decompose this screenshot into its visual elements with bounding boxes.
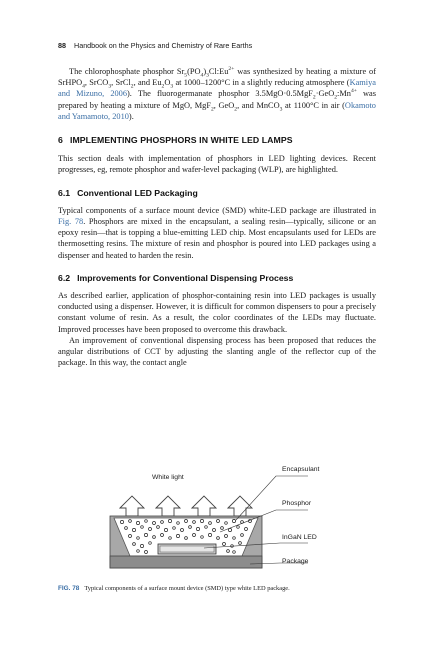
figure-link[interactable]: Fig. 78 (58, 217, 84, 227)
subsection-heading: 6.2 Improvements for Conventional Dispensing Process (58, 272, 294, 283)
label-ingan-led: InGaN LED (282, 534, 317, 541)
caption-text: Typical components of a surface mount device (SMD) type white LED package. (84, 585, 290, 592)
citation-link[interactable]: Kamiya and Mizuno, 2006 (58, 78, 376, 99)
subsection-heading: 6.1 Conventional LED Packaging (58, 187, 198, 198)
intro-paragraph: The chlorophosphate phosphor $Sr_5(PO_4)_3Cl:Eu^{2+}$ was synthesized by heating a mixture of SrHPO$_4$, SrCO$_3$, SrCl$_2$, and $Eu_2O_3$ at 1000–1200°C in a slightly reducing atmosphere (Kamiya and Mizuno, 2006). The fluorogermanate phosphor $3.5MgO\cdot 0.5MgF_2\cdot GeO_2:Mn^{4+}$ was prepared by heating a mixture of MgO, MgF$_2$, GeO$_2$, and MnCO$_3$ at 1100°C in air (Okamoto and Yamamoto, 2010). (58, 66, 377, 121)
section-paragraph: An improvement of conventional dispensing process has been proposed that reduces the angular distributions of CCT by adjusting the slanting angle of the reflector cup of the package. In this way, the contact angle (58, 335, 376, 368)
ingan-chip-icon (158, 544, 216, 554)
led-package-diagram (100, 460, 360, 580)
figure-78 (100, 460, 360, 580)
section-paragraph: As described earlier, application of phosphor-containing resin into LED packages is usually conducted using a dispenser. However, it is difficult for common dispensers to pour a precisely constant volume of resin. As a result, the color coordinates of the LEDs may fluctuate. Improved processes have been proposed to overcome this drawback. (58, 291, 376, 334)
section-heading: 6 IMPLEMENTING PHOSPHORS IN WHITE LED LAMPS (58, 135, 293, 146)
label-package: Package (282, 558, 309, 565)
label-phosphor: Phosphor (282, 500, 312, 507)
page-number: 88 (58, 41, 66, 50)
running-header (58, 41, 378, 50)
body-text (58, 66, 376, 368)
book-title: Handbook on the Physics and Chemistry of Rare Earths (74, 41, 253, 50)
label-white-light: White light (152, 474, 184, 481)
white-light-arrows-icon (120, 496, 252, 516)
figure-number: FIG. 78 (58, 585, 80, 592)
section-paragraph: This section deals with implementation of phosphors in LED lighting devices. Recent progresses, eg, remote phosphor and wafer-level packaging (WLP), are highlighted. (58, 154, 376, 175)
citation-link[interactable]: Okamoto and Yamamoto, 2010 (58, 100, 376, 121)
label-encapsulant: Encapsulant (282, 466, 320, 473)
section-paragraph: Typical components of a surface mount device (SMD) white-LED package are illustrated in Fig. 78. Phosphors are mixed in the encapsulant, a sealing resin—typically, silicone or an epoxy resin—that is topping a blue-emitting LED chip. Most encapsulants used for LEDs are thermosetting resins. The mixture of resin and phosphor is poured into LED packages using a dispenser and heated to harden the resin. (58, 205, 377, 260)
figure-caption (58, 585, 376, 592)
